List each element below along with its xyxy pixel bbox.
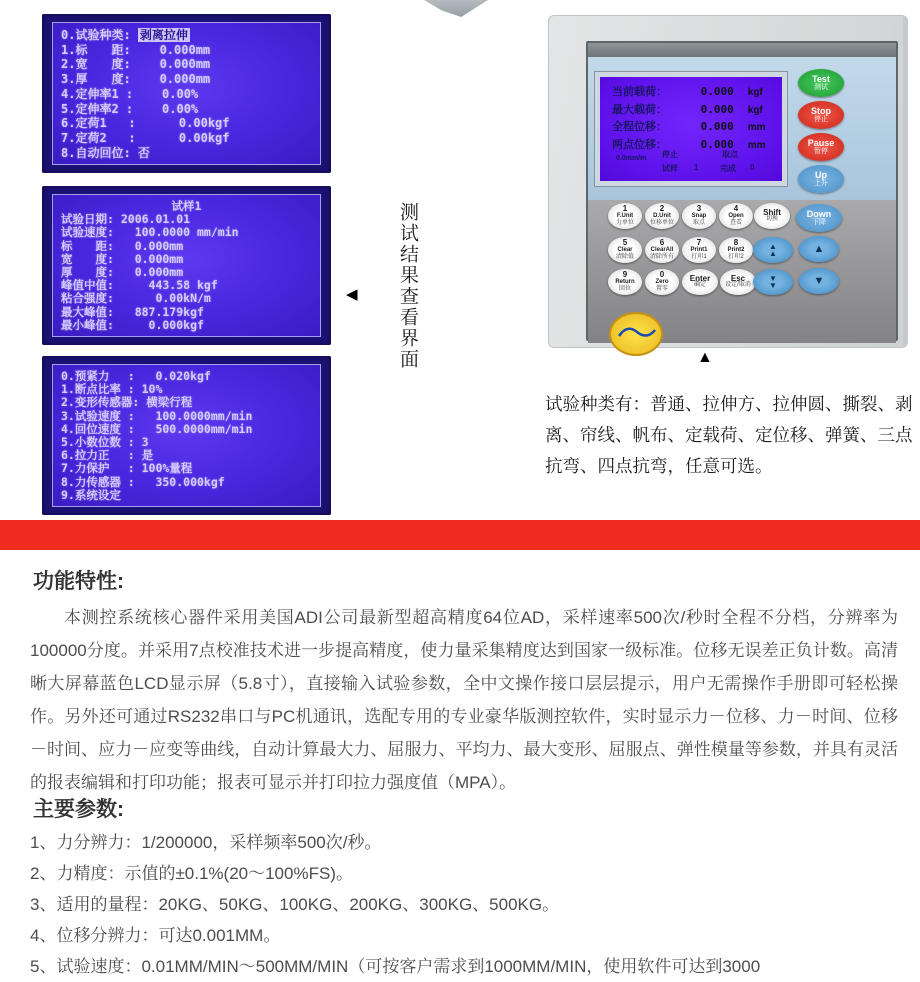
- lcd3-line: 8.力传感器 : 350.000kgf: [61, 474, 225, 489]
- key-esc[interactable]: [720, 269, 756, 295]
- lcd-done-value: 0: [750, 163, 755, 172]
- lcd2-line: 宽 度: 0.000mm: [61, 251, 184, 266]
- up-triangle-icon: ▲: [769, 249, 777, 258]
- key-zh: 确定: [693, 282, 706, 288]
- key-8-print2[interactable]: [719, 237, 753, 263]
- key-3-snap[interactable]: [682, 203, 716, 229]
- lcd2-title: 试样1: [171, 199, 202, 213]
- lcd-screenshot-test-result: [42, 186, 331, 345]
- key-6-clear-all[interactable]: [645, 237, 679, 263]
- vertical-caption: 测试结果查看界面: [397, 202, 418, 370]
- key-9-return[interactable]: [608, 269, 642, 295]
- key-en: D.Unit: [653, 213, 671, 219]
- pause-button[interactable]: [798, 133, 844, 161]
- up-button-zh: 上升: [814, 180, 828, 187]
- key-en: Enter: [689, 274, 711, 283]
- row-value: 0.000: [700, 85, 734, 98]
- lcd1-line: 2.宽 度: 0.000mm: [61, 57, 211, 72]
- key-en: Print1: [690, 247, 708, 253]
- row-label: 当前载荷：: [612, 86, 667, 98]
- parameter-item: 1、力分辨力：1/200000，采样频率500次/秒。: [30, 833, 382, 852]
- fast-down-button[interactable]: [753, 269, 793, 295]
- lcd-speed: 0.0mm/m: [616, 155, 647, 162]
- key-num: 0: [659, 270, 665, 279]
- key-zh: 取点: [692, 220, 705, 226]
- red-divider-bar: [0, 520, 920, 550]
- lcd2-line: 最小峰值: 0.000kgf: [61, 317, 204, 332]
- key-num: 8: [733, 238, 739, 247]
- key-num: 7: [696, 238, 702, 247]
- lcd1-line: 6.定荷1 : 0.00kgf: [61, 116, 230, 131]
- test-types-paragraph: 试验种类有：普通、拉伸方、拉伸圆、撕裂、剥离、帘线、帆布、定载荷、定位移、弹簧、三点抗弯、四点抗弯，任意可选。: [545, 394, 913, 476]
- fast-up-button[interactable]: [753, 237, 793, 263]
- key-en: ClearAll: [650, 247, 674, 253]
- key-1-force-unit[interactable]: [608, 203, 642, 229]
- parameter-item-clipped: 5、试验速度：0.01MM/MIN～500MM/MIN（可按客户需求到1000MM/MIN，使用软件可达到3000: [30, 957, 761, 976]
- key-en: Zero: [655, 279, 669, 285]
- panel-lcd-display: [600, 77, 782, 181]
- features-paragraph: 本测控系统核心器件采用美国ADI公司最新型超高精度64位AD，采样速率500次/秒时全程不分档，分辨率为100000分度。并采用7点校准技术进一步提高精度，使力量采集精度达到国家一级标准。位移无误差正负计数。高清晰大屏幕蓝色LCD显示屏（5.8寸），直接输入试验参数，全中文操作接口层层提示，用户无需操作手册即可轻松操作。另外还可通过RS232串口与PC机通讯，选配专用的专业豪华版测控软件，实时显示力－位移、力－时间、位移－时间、应力－应变等曲线，自动计算最大力、屈服力、平均力、最大变形、屈服点、弹性模量等参数，并具有灵活的报表编辑和打印功能；报表可显示并打印拉力强度值（MPA）。: [30, 608, 898, 792]
- key-zh: 力单位: [615, 220, 634, 226]
- lcd3-line: 4.回位速度 : 500.0000mm/min: [61, 421, 253, 436]
- lcd3-line: 6.拉力正 : 是: [61, 448, 154, 463]
- down-triangle-icon: ▼: [813, 274, 825, 287]
- lcd1-line: 8.自动回位: 否: [61, 145, 150, 160]
- up-button-en: Up: [815, 170, 827, 180]
- lcd1-line0-label: 0.试验种类:: [61, 28, 138, 42]
- key-en: Return: [615, 279, 635, 285]
- lcd-point: 取点: [722, 150, 738, 159]
- lcd3-line: 2.变形传感器: 横梁行程: [61, 395, 193, 410]
- lcd3-line: 5.小数位数 : 3: [61, 435, 149, 450]
- down-button[interactable]: [796, 204, 842, 232]
- key-zh: 位移单位: [649, 220, 674, 226]
- lcd3-line: 3.试验速度 : 100.0000mm/min: [61, 408, 253, 423]
- lcd1-line: 7.定荷2 : 0.00kgf: [61, 130, 230, 145]
- row-value: 0.000: [700, 102, 734, 116]
- row-label: 两点位移：: [612, 138, 667, 151]
- key-zh: 回位: [618, 286, 631, 292]
- key-7-print1[interactable]: [682, 237, 716, 263]
- up-triangle-icon: ▲: [769, 242, 777, 251]
- badge-mark: [617, 322, 657, 342]
- key-zh: 置零: [655, 286, 668, 292]
- up-triangle-pointer: ▲: [697, 349, 713, 366]
- row-unit: mm: [747, 122, 766, 133]
- parameter-item: 2、力精度：示值的±0.1%(20～100%FS)。: [30, 864, 353, 883]
- lcd-state: 停止: [662, 150, 678, 159]
- key-zh: 清除值: [615, 254, 634, 260]
- lcd1-selected-test-type: 剥离拉伸: [139, 28, 188, 42]
- lcd-row-full-displacement: [600, 118, 782, 136]
- lcd2-line: 厚 度: 0.000mm: [61, 265, 184, 280]
- panel-lcd-frame: [594, 71, 788, 187]
- key-zh: 打印1: [691, 254, 707, 260]
- slow-down-button[interactable]: [799, 268, 839, 294]
- brand-badge: [609, 312, 663, 356]
- lcd2-line: 试验速度: 100.0000 mm/min: [61, 225, 239, 240]
- lcd3-line: 1.断点比率 : 10%: [61, 382, 163, 397]
- key-zh: 设定/取消: [725, 282, 751, 288]
- lcd-row-current-load: [600, 83, 782, 101]
- lcd-row-max-load: [600, 101, 782, 119]
- lcd2-line: 峰值中值: 443.58 kgf: [61, 278, 218, 293]
- key-zh: 查看: [729, 220, 742, 226]
- features-heading: 功能特性:: [33, 570, 124, 593]
- parameter-item: 4、位移分辨力：可达0.001MM。: [30, 926, 281, 945]
- row-unit: kgf: [747, 87, 763, 98]
- row-unit: kgf: [747, 104, 763, 116]
- key-2-displacement-unit[interactable]: [645, 203, 679, 229]
- lcd2-line: 最大峰值: 887.179kgf: [61, 304, 204, 319]
- key-zh: 清除所有: [649, 254, 674, 260]
- lcd-sample-value: 1: [694, 163, 699, 172]
- key-en: Print2: [727, 247, 745, 253]
- lcd1-line: 1.标 距: 0.000mm: [61, 42, 211, 57]
- row-unit: mm: [747, 139, 766, 151]
- stop-button[interactable]: [798, 101, 844, 129]
- lcd1-line: 5.定伸率2 : 0.00%: [61, 101, 199, 116]
- panel-top-strip: [588, 43, 896, 57]
- slow-up-button[interactable]: [799, 236, 839, 262]
- lcd2-line: 标 距: 0.000mm: [61, 238, 184, 253]
- lcd-screenshot-test-setup: [42, 14, 331, 173]
- lcd1-line: 3.厚 度: 0.000mm: [61, 72, 211, 87]
- lcd3-inner: [52, 364, 321, 507]
- lcd3-line: 0.预紧力 : 0.020kgf: [61, 369, 211, 383]
- down-button-zh: 下降: [812, 219, 826, 226]
- left-triangle-icon: ◀: [346, 286, 358, 303]
- lcd3-line: 9.系统设定: [61, 487, 121, 502]
- key-zh: 打印2: [728, 254, 744, 260]
- key-0-zero[interactable]: [645, 269, 679, 295]
- lcd1-line: 4.定伸率1 : 0.00%: [61, 86, 199, 101]
- key-num: 3: [696, 204, 702, 213]
- up-triangle-icon: ▲: [813, 242, 825, 255]
- row-label: 最大载荷：: [612, 103, 667, 116]
- key-en: Shift: [763, 208, 781, 217]
- key-enter[interactable]: [682, 269, 718, 295]
- key-en: Snap: [691, 213, 707, 219]
- lcd-sample-label: 试样: [662, 164, 678, 173]
- lcd2-inner: [52, 194, 321, 337]
- down-triangle-icon: ▼: [769, 274, 777, 283]
- key-num: 1: [622, 204, 628, 213]
- parameter-item: 3、适用的量程：20KG、50KG、100KG、200KG、300KG、500KG。: [30, 895, 560, 914]
- lcd3-line: 7.力保护 : 100%量程: [61, 461, 193, 476]
- row-label: 全程位移：: [612, 121, 667, 133]
- key-num: 9: [622, 270, 628, 279]
- decor-gray-shape: [424, 0, 488, 17]
- stop-button-en: Stop: [811, 106, 831, 116]
- key-en: F.Unit: [616, 213, 634, 219]
- pause-button-en: Pause: [807, 138, 835, 148]
- key-zh: 切换: [765, 216, 778, 222]
- row-value: 0.000: [700, 137, 734, 151]
- key-num: 6: [659, 238, 665, 247]
- up-button[interactable]: [798, 165, 844, 193]
- parameters-list: [30, 827, 910, 982]
- lcd1-inner: [52, 22, 321, 165]
- key-en: Clear: [617, 247, 633, 253]
- key-num: 4: [733, 204, 739, 213]
- stop-button-zh: 停止: [814, 116, 828, 123]
- key-en: Esc: [730, 274, 746, 283]
- lcd-row-two-point-displacement: [600, 136, 782, 154]
- test-button-zh: 测试: [814, 84, 828, 91]
- parameters-heading: 主要参数:: [33, 798, 124, 821]
- controller-panel-photo: [548, 15, 908, 348]
- lcd2-line: 粘合强度: 0.00kN/m: [61, 291, 211, 306]
- pause-button-zh: 暂停: [814, 148, 828, 155]
- lcd-screenshot-system-settings: [42, 356, 331, 515]
- key-4-open[interactable]: [719, 203, 753, 229]
- test-button-en: Test: [812, 74, 830, 84]
- down-button-en: Down: [806, 209, 832, 219]
- test-button[interactable]: [798, 69, 844, 97]
- key-num: 2: [659, 204, 665, 213]
- lcd1-line0: [61, 28, 312, 43]
- key-en: Open: [728, 213, 744, 219]
- key-shift[interactable]: [754, 203, 790, 229]
- lcd2-line: 试验日期: 2006.01.01: [61, 212, 191, 227]
- key-num: 5: [622, 238, 628, 247]
- row-value: 0.000: [700, 120, 734, 133]
- lcd-done-label: 完成: [720, 164, 736, 173]
- key-5-clear[interactable]: [608, 237, 642, 263]
- down-triangle-icon: ▼: [769, 281, 777, 290]
